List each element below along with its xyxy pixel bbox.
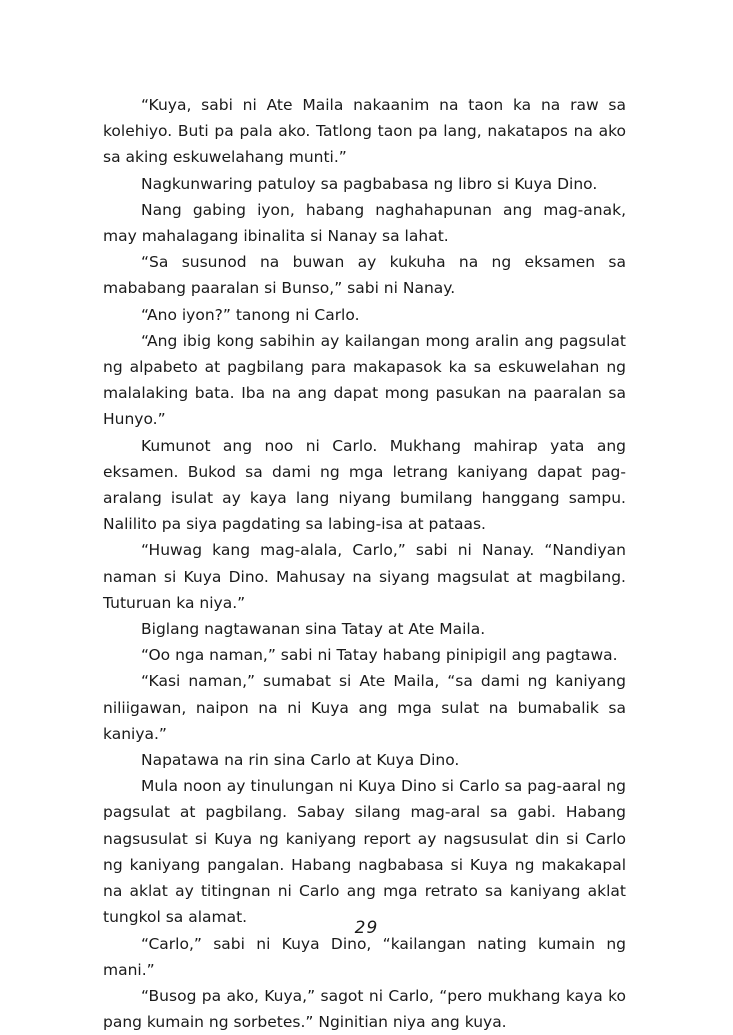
paragraph: Kumunot ang noo ni Carlo. Mukhang mahirap yata ang eksamen. Bukod sa dami ng mga letrang kaniyang dapat pag-aralang isulat ay kaya lang niyang bumilang hanggang sampu. Nalilito pa siya pagdating sa labing-isa at pataas. (103, 436, 626, 534)
paragraph: “Ano iyon?” tanong ni Carlo. (141, 305, 360, 324)
paragraph: “Huwag kang mag-alala, Carlo,” sabi ni Nanay. “Nandiyan naman si Kuya Dino. Mahusay na siyang magsulat at magbilang. Tuturuan ka niya.” (103, 541, 626, 612)
paragraph: “Kasi naman,” sumabat si Ate Maila, “sa dami ng kaniyang niliigawan, naipon na ni Kuya ang mga sulat na bumabalik sa kaniya.” (103, 672, 626, 743)
paragraph: “Sa susunod na buwan ay kukuha na ng eksamen sa mababang paaralan si Bunso,” sabi ni Nanay. (103, 253, 626, 298)
paragraph: Nang gabing iyon, habang naghahapunan ang mag-anak, may mahalagang ibinalita si Nanay sa lahat. (103, 200, 626, 246)
paragraph: “Busog pa ako, Kuya,” sagot ni Carlo, “pero mukhang kaya ko pang kumain ng sorbetes.” Nginitian niya ang kuya. (103, 986, 626, 1032)
paragraph: Napatawa na rin sina Carlo at Kuya Dino. (141, 751, 460, 770)
paragraph: Mula noon ay tinulungan ni Kuya Dino si Carlo sa pag-aaral ng pagsulat at pagbilang. Sabay silang mag-aral sa gabi. Habang nagsusulat si Kuya ng kaniyang report ay nagsusulat din si Carlo ng kaniyang pangalan. Habang nagbabasa si Kuya ng makakapal na aklat ay titingnan ni Carlo ang mga retrato sa kaniyang aklat tungkol sa alamat. (103, 777, 626, 927)
page-number: 29 (354, 918, 379, 938)
paragraph: “Ang ibig kong sabihin ay kailangan mong aralin ang pagsulat ng alpabeto at pagbilang para makapasok ka sa eskuwelahan ng malalaking bata. Iba na ang dapat mong pasukan na paaralan sa Hunyo.” (103, 331, 626, 429)
paragraph: Nagkunwaring patuloy sa pagbabasa ng libro si Kuya Dino. (141, 174, 598, 193)
paragraph: “Oo nga naman,” sabi ni Tatay habang pinipigil ang pagtawa. (141, 646, 618, 665)
story-text (103, 92, 626, 1035)
paragraph: Biglang nagtawanan sina Tatay at Ate Maila. (141, 620, 486, 639)
paragraph: “Kuya, sabi ni Ate Maila nakaanim na taon ka na raw sa kolehiyo. Buti pa pala ako. Tatlong taon pa lang, nakatapos na ako sa aking eskuwelahang munti.” (103, 96, 626, 167)
paragraph: “Carlo,” sabi ni Kuya Dino, “kailangan nating kumain ng mani.” (103, 934, 626, 979)
